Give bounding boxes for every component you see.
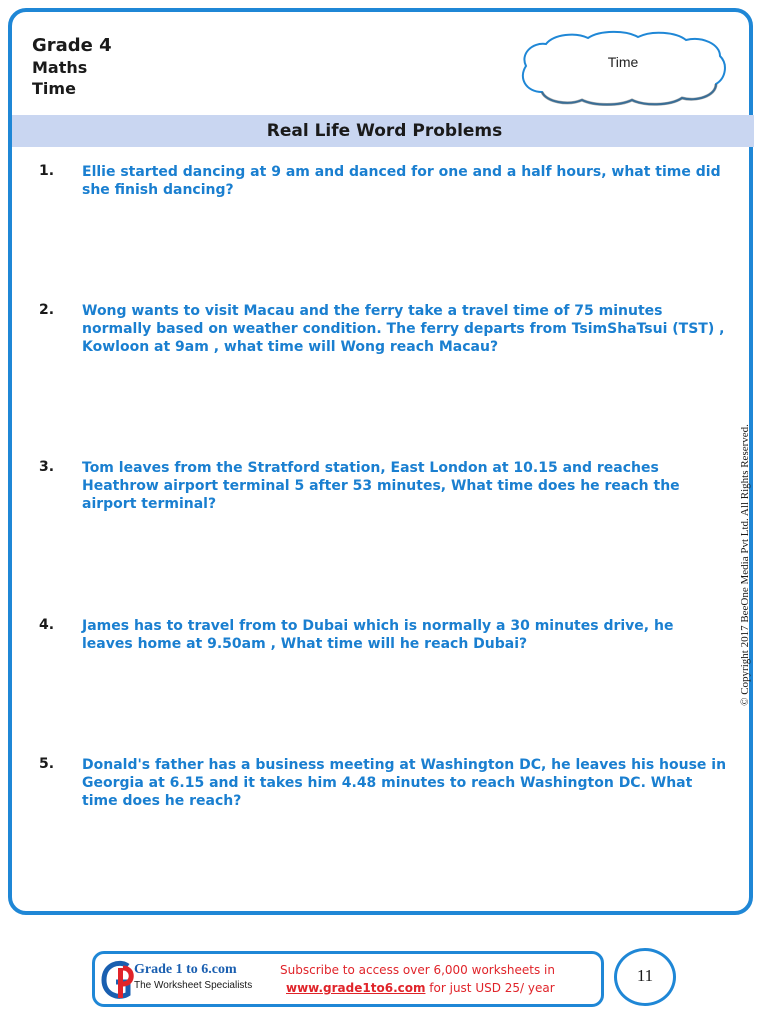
logo-tagline: The Worksheet Specialists bbox=[134, 980, 253, 991]
question-text-1: Ellie started dancing at 9 am and danced for one and a half hours, what time did she finish dancing? bbox=[82, 164, 721, 198]
grade-label: Grade 4 bbox=[32, 35, 112, 56]
page-title: Real Life Word Problems bbox=[266, 121, 503, 141]
question-number-5: 5. bbox=[39, 756, 55, 772]
question-number-4: 4. bbox=[39, 617, 55, 633]
question-number-2: 2. bbox=[39, 302, 55, 318]
subscribe-line-1: Subscribe to access over 6,000 worksheets in bbox=[280, 963, 555, 977]
subscribe-line-2 bbox=[286, 981, 555, 995]
question-number-1: 1. bbox=[39, 163, 55, 179]
cloud-label: Time bbox=[607, 54, 639, 70]
footer-box bbox=[92, 951, 604, 1007]
question-text-5: Donald's father has a business meeting at Washington DC, he leaves his house in Georgia at 6.15 and it takes him 4.48 minutes to reach Washington DC. What time does he reach? bbox=[82, 757, 727, 809]
question-text-3: Tom leaves from the Stratford station, East London at 10.15 and reaches Heathrow airport terminal 5 after 53 minutes, What time does he reach the airport terminal? bbox=[82, 460, 680, 512]
question-number-3: 3. bbox=[39, 459, 55, 475]
subscribe-link[interactable]: www.grade1to6.com bbox=[286, 981, 426, 995]
subscribe-price: for just USD 25/ year bbox=[425, 981, 555, 995]
subject-label: Maths bbox=[32, 58, 88, 77]
page-number: 11 bbox=[636, 966, 654, 985]
grade1to6-logo-icon bbox=[98, 958, 138, 1002]
logo-name: Grade 1 to 6.com bbox=[134, 962, 237, 977]
copyright-notice: © Copyright 2017 BeeOne Media Pvt Ltd. All Rights Reserved. bbox=[739, 424, 751, 706]
question-text-4: James has to travel from to Dubai which is normally a 30 minutes drive, he leaves home at 9.50am , What time will he reach Dubai? bbox=[82, 618, 674, 652]
topic-label: Time bbox=[32, 79, 76, 98]
question-text-2: Wong wants to visit Macau and the ferry take a travel time of 75 minutes normally based on weather condition. The ferry departs from TsimShaTsui (TST) , Kowloon at 9am , what time will Wong reach Macau? bbox=[82, 303, 725, 355]
